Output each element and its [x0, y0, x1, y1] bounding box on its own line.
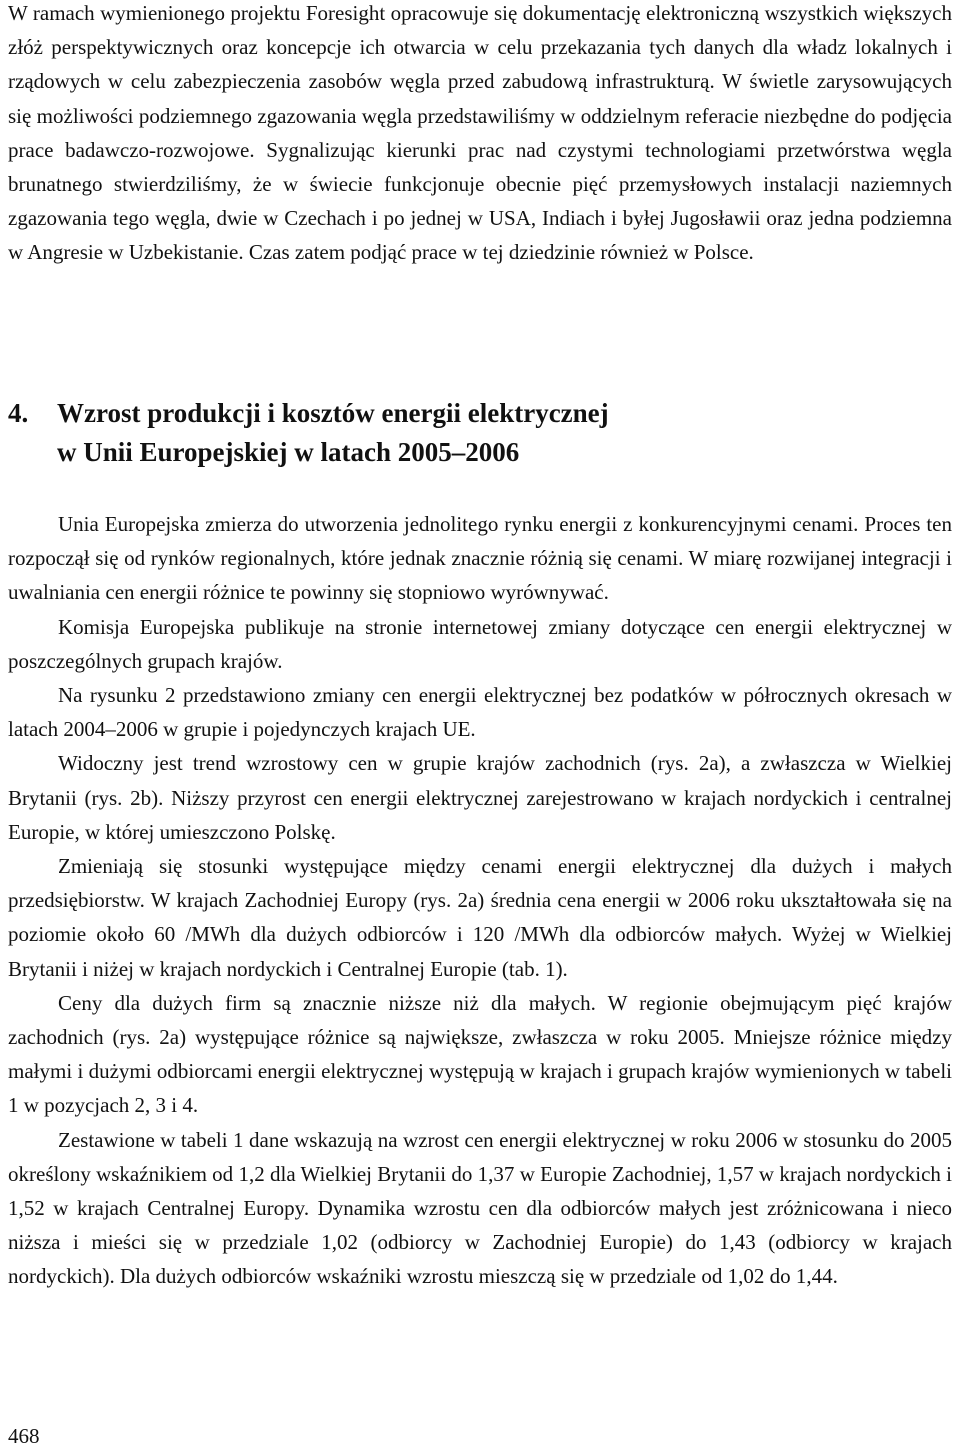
- intro-section: [8, 0, 952, 270]
- body-paragraph-3: Na rysunku 2 przedstawiono zmiany cen energii elektrycznej bez podatków w półrocznych okresach w latach 2004–2006 w grupie i pojedynczych krajach UE.: [8, 683, 952, 742]
- body-paragraph-6: Ceny dla dużych firm są znacznie niższe niż dla małych. W regionie obejmującym pięć krajów zachodnich (rys. 2a) występujące różnice są największe, zwłaszcza w roku 2005. Mniejsze różnice między małymi i dużymi odbiorcami energii elektrycznej występują w krajach i grupach krajów wymienionych w tabeli 1 w pozycjach 2, 3 i 4.: [8, 990, 952, 1118]
- section-number: 4.: [8, 398, 29, 428]
- page-number: 468: [8, 1424, 40, 1448]
- body-paragraph-7: Zestawione w tabeli 1 dane wskazują na wzrost cen energii elektrycznej w roku 2006 w stosunku do 2005 określony wskaźnikiem od 1,2 dla Wielkiej Brytanii do 1,37 w Europie Zachodniej, 1,57 w krajach nordyckich i 1,52 w krajach Centralnej Europy. Dynamika wzrostu cen dla odbiorców małych jest zróżnicowana i nieco niższa i mieści się w przedziale 1,02 (odbiorcy w Zachodniej Europie) do 1,43 (odbiorcy w krajach nordyckich). Dla dużych odbiorców wskaźniki wzrostu mieszczą się w przedziale od 1,02 do 1,44.: [8, 1127, 952, 1289]
- section-title-line2: w Unii Europejskiej w latach 2005–2006: [57, 437, 520, 467]
- section-body: [8, 507, 952, 1294]
- section-heading: [8, 394, 952, 472]
- body-paragraph-4: Widoczny jest trend wzrostowy cen w grupie krajów zachodnich (rys. 2a), a zwłaszcza w Wielkiej Brytanii (rys. 2b). Niższy przyrost cen energii elektrycznej zarejestrowano w krajach nordyckich i centralnej Europie, w której umieszczono Polskę.: [8, 751, 952, 844]
- body-paragraph-2: Komisja Europejska publikuje na stronie internetowej zmiany dotyczące cen energii elektrycznej w poszczególnych grupach krajów.: [8, 614, 952, 673]
- section-title-line1: Wzrost produkcji i kosztów energii elektrycznej: [57, 398, 609, 428]
- intro-paragraph: W ramach wymienionego projektu Foresight opracowuje się dokumentację elektroniczną wszystkich większych złóż perspektywicznych oraz koncepcje ich otwarcia w celu przekazania tych danych dla władz lokalnych i rządowych w celu zabezpieczenia zasobów węgla przed zabudową infrastrukturą. W świetle zarysowujących się możliwości podziemnego zgazowania węgla przedstawiliśmy w oddzielnym referacie niezbędne do podjęcia prace badawczo-rozwojowe. Sygnalizując kierunki prac nad czystymi technologiami przetwórstwa węgla brunatnego stwierdziliśmy, że w świecie funkcjonuje obecnie pięć przemysłowych instalacji naziemnych zgazowania tego węgla, dwie w Czechach i po jednej w USA, Indiach i byłej Jugosławii oraz jedna podziemna w Angresie w Uzbekistanie. Czas zatem podjąć prace w tej dziedzinie również w Polsce.: [8, 1, 952, 265]
- body-paragraph-1: Unia Europejska zmierza do utworzenia jednolitego rynku energii z konkurencyjnymi cenami. Proces ten rozpoczął się od rynków regionalnych, które jednak znacznie różnią się cenami. W miarę rozwijanej integracji i uwalniania cen energii różnice te powinny się stopniowo wyrównywać.: [8, 512, 952, 605]
- body-paragraph-5: Zmieniają się stosunki występujące między cenami energii elektrycznej dla dużych i małych przedsiębiorstw. W krajach Zachodniej Europy (rys. 2a) średnia cena energii w 2006 roku ukształtowała się na poziomie około 60 /MWh dla dużych odbiorców i 120 /MWh dla odbiorców małych. Wyżej w Wielkiej Brytanii i niżej w krajach nordyckich i Centralnej Europie (tab. 1).: [8, 854, 952, 981]
- document-page: [8, 0, 952, 1450]
